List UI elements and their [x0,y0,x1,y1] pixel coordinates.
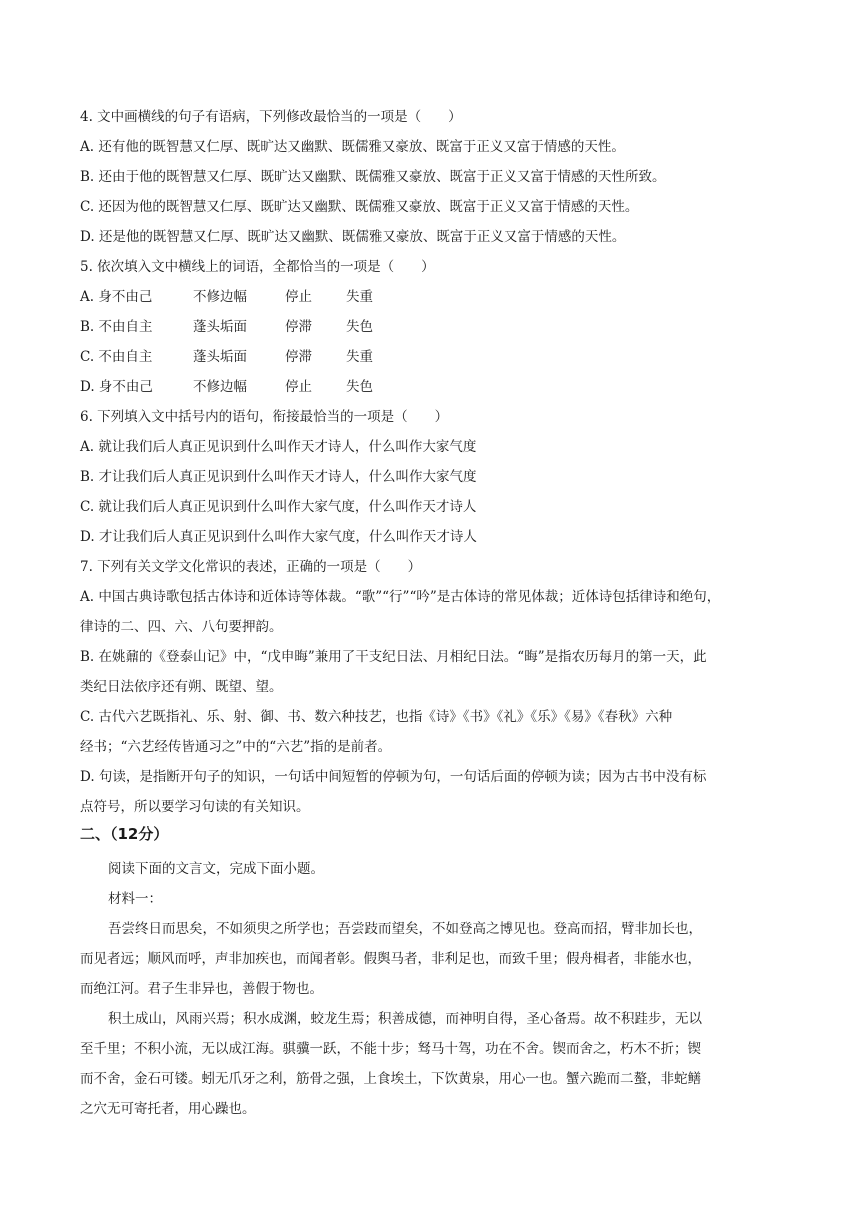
q7-option-a-line2: 律诗的二、四、六、八句要押韵。 [80,619,283,635]
q5-c-word2: 蓬头垢面 [193,349,247,365]
q7-option-b-line1: B. 在姚鼐的《登泰山记》中，“戊申晦”兼用了干支纪日法、月相纪日法。“晦”是指农历每月的第一天，此 [80,649,707,665]
q5-a-word2: 不修边幅 [193,289,247,305]
material-label: 材料一： [108,891,162,907]
passage-2-line-2: 至千里；不积小流，无以成江海。骐骥一跃，不能十步；驽马十驾，功在不舍。锲而舍之，朽木不折；锲 [80,1041,701,1057]
q7-option-b-line2: 类纪日法依序还有朔、既望、望。 [80,679,283,695]
q7-option-c-line2: 经书；“六艺经传皆通习之”中的“六艺”指的是前者。 [80,739,392,755]
q5-a-label: A. 身不由己 [80,289,153,305]
q4-option-c: C. 还因为他的既智慧又仁厚、既旷达又幽默、既儒雅又豪放、既富于正义又富于情感的天性。 [80,199,639,215]
q4-option-d: D. 还是他的既智慧又仁厚、既旷达又幽默、既儒雅又豪放、既富于正义又富于情感的天性。 [80,229,626,245]
q7-option-a-line1: A. 中国古典诗歌包括古体诗和近体诗等体裁。“歌”“行”“吟”是古体诗的常见体裁；近体诗包括律诗和绝句， [80,589,721,605]
q5-a-word4: 失重 [346,289,373,305]
q4-option-b: B. 还由于他的既智慧又仁厚、既旷达又幽默、既儒雅又豪放、既富于正义又富于情感的天性所致。 [80,169,666,185]
q5-stem: 5. 依次填入文中横线上的词语，全都恰当的一项是（ ） [80,259,435,275]
q5-d-label: D. 身不由己 [80,379,153,395]
passage-1-line-1: 吾尝终日而思矣，不如须臾之所学也；吾尝跂而望矣，不如登高之博见也。登高而招，臂非加长也， [108,921,702,937]
q5-a-word3: 停止 [285,289,312,305]
q7-option-c-line1: C. 古代六艺既指礼、乐、射、御、书、数六种技艺，也指《诗》《书》《礼》《乐》《易》《春秋》六种 [80,709,673,725]
q5-d-word2: 不修边幅 [193,379,247,395]
q5-c-word4: 失重 [346,349,373,365]
q5-c-word3: 停滞 [285,349,312,365]
q5-c-label: C. 不由自主 [80,349,153,365]
q5-b-word3: 停滞 [285,319,312,335]
q5-d-word4: 失色 [346,379,373,395]
q6-option-b: B. 才让我们后人真正见识到什么叫作天才诗人，什么叫作大家气度 [80,469,477,485]
section-heading: 二、（12分） [80,825,169,843]
passage-2-line-1: 积土成山，风雨兴焉；积水成渊，蛟龙生焉；积善成德，而神明自得，圣心备焉。故不积跬步，无以 [108,1011,702,1027]
q5-b-label: B. 不由自主 [80,319,153,335]
q6-option-d: D. 才让我们后人真正见识到什么叫作大家气度，什么叫作天才诗人 [80,529,477,545]
q7-option-d-line2: 点符号，所以要学习句读的有关知识。 [80,799,310,815]
passage-1-line-3: 而绝江河。君子生非异也，善假于物也。 [80,981,323,997]
q6-stem: 6. 下列填入文中括号内的语句，衔接最恰当的一项是（ ） [80,409,449,425]
q7-option-d-line1: D. 句读，是指断开句子的知识，一句话中间短暂的停顿为句，一句话后面的停顿为读；因为古书中没有标 [80,769,707,785]
passage-2-line-3: 而不舍，金石可镂。蚓无爪牙之利，筋骨之强，上食埃土，下饮黄泉，用心一也。蟹六跪而二螯，非蛇鳝 [80,1071,701,1087]
q5-b-word2: 蓬头垢面 [193,319,247,335]
passage-1-line-2: 而见者远；顺风而呼，声非加疾也，而闻者彰。假舆马者，非利足也，而致千里；假舟楫者，非能水也， [80,951,701,967]
q5-b-word4: 失色 [346,319,373,335]
q6-option-a: A. 就让我们后人真正见识到什么叫作天才诗人，什么叫作大家气度 [80,439,477,455]
q5-d-word3: 停止 [285,379,312,395]
section-intro: 阅读下面的文言文，完成下面小题。 [108,861,324,877]
q4-option-a: A. 还有他的既智慧又仁厚、既旷达又幽默、既儒雅又豪放、既富于正义又富于情感的天性。 [80,139,625,155]
q6-option-c: C. 就让我们后人真正见识到什么叫作大家气度，什么叫作天才诗人 [80,499,477,515]
q4-stem: 4. 文中画横线的句子有语病，下列修改最恰当的一项是（ ） [80,109,462,125]
passage-2-line-4: 之穴无可寄托者，用心躁也。 [80,1101,256,1117]
q7-stem: 7. 下列有关文学文化常识的表述，正确的一项是（ ） [80,559,422,575]
